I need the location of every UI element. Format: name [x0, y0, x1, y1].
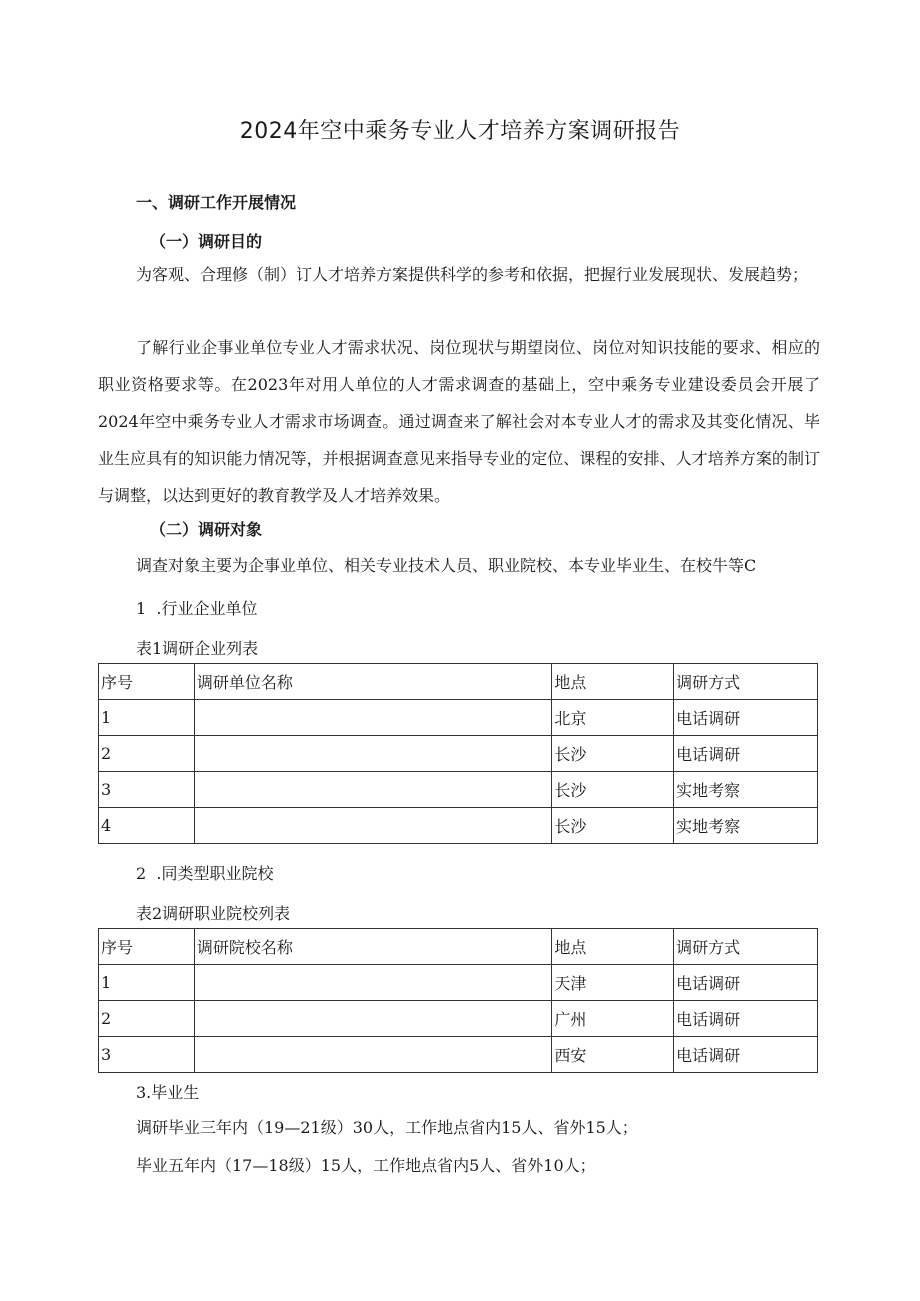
table-header-cell: 调研院校名称	[194, 929, 551, 965]
table-cell: 1	[99, 965, 195, 1001]
table-header-cell: 调研单位名称	[194, 664, 551, 700]
purpose-paragraph-2: 了解行业企事业单位专业人才需求状况、岗位现状与期望岗位、岗位对知识技能的要求、相应的职业资格要求等。在2023年对用人单位的人才需求调查的基础上，空中乘务专业建设委员会开展了2024年空中乘务专业人才需求市场调查。通过调查来了解社会对本专业人才的需求及其变化情况、毕业生应具有的知识能力情况等，并根据调查意见来指导专业的定位、课程的安排、人才培养方案的制订与调整，以达到更好的教育教学及人才培养效果。	[98, 338, 820, 505]
table-cell: 电话调研	[674, 700, 818, 736]
subsection-heading-purpose: （一）调研目的	[150, 232, 263, 251]
table-cell: 天津	[552, 965, 674, 1001]
graduates-paragraph-2: 毕业五年内（17—18级）15人，工作地点省内5人、省外10人；	[136, 1156, 596, 1175]
table-header-cell: 调研方式	[674, 664, 818, 700]
table-cell	[194, 1037, 551, 1073]
table-header-cell: 序号	[99, 664, 195, 700]
table-cell: 实地考察	[674, 772, 818, 808]
table-cell	[194, 736, 551, 772]
table-cell: 长沙	[552, 736, 674, 772]
table-row	[99, 965, 818, 1001]
table-cell: 3	[99, 772, 195, 808]
table-cell: 北京	[552, 700, 674, 736]
table-cell: 3	[99, 1037, 195, 1073]
table-header-cell: 调研方式	[674, 929, 818, 965]
table-header-cell: 序号	[99, 929, 195, 965]
table-cell: 实地考察	[674, 808, 818, 844]
table-cell: 4	[99, 808, 195, 844]
table1-caption: 表1调研企业列表	[136, 639, 259, 658]
subsection-heading-objects: （二）调研对象	[150, 520, 263, 539]
document-title: 2024年空中乘务专业人才培养方案调研报告	[239, 119, 681, 144]
table-cell: 西安	[552, 1037, 674, 1073]
table-cell: 1	[99, 700, 195, 736]
table-row	[99, 772, 818, 808]
table-cell: 广州	[552, 1001, 674, 1037]
table-cell: 电话调研	[674, 1001, 818, 1037]
table-cell: 电话调研	[674, 1037, 818, 1073]
graduates-paragraph-1: 调研毕业三年内（19—21级）30人，工作地点省内15人、省外15人；	[136, 1118, 638, 1137]
table-cell: 长沙	[552, 772, 674, 808]
list-item-graduates: 3.毕业生	[136, 1083, 200, 1102]
purpose-paragraph-1: 为客观、合理修（制）订人才培养方案提供科学的参考和依据，把握行业发展现状、发展趋势；	[136, 265, 809, 284]
table-cell	[194, 1001, 551, 1037]
table-cell	[194, 965, 551, 1001]
table-row	[99, 1001, 818, 1037]
table-row	[99, 736, 818, 772]
table-cell: 2	[99, 736, 195, 772]
table-header-cell: 地点	[552, 929, 674, 965]
table-cell: 电话调研	[674, 965, 818, 1001]
list-item-colleges: 2 .同类型职业院校	[136, 864, 274, 883]
enterprise-table	[98, 663, 818, 844]
list-item-enterprises: 1 .行业企业单位	[136, 599, 258, 618]
table-cell: 长沙	[552, 808, 674, 844]
table2-caption: 表2调研职业院校列表	[136, 904, 291, 923]
table-header-row	[99, 664, 818, 700]
college-table	[98, 928, 818, 1073]
table-cell: 2	[99, 1001, 195, 1037]
section-heading-1: 一、调研工作开展情况	[136, 193, 297, 212]
table-header-cell: 地点	[552, 664, 674, 700]
table-row	[99, 700, 818, 736]
table-row	[99, 1037, 818, 1073]
table-cell	[194, 808, 551, 844]
objects-paragraph: 调查对象主要为企事业单位、相关专业技术人员、职业院校、本专业毕业生、在校牛等C	[136, 556, 757, 575]
table-cell	[194, 700, 551, 736]
table-header-row	[99, 929, 818, 965]
table-cell	[194, 772, 551, 808]
table-cell: 电话调研	[674, 736, 818, 772]
table-row	[99, 808, 818, 844]
